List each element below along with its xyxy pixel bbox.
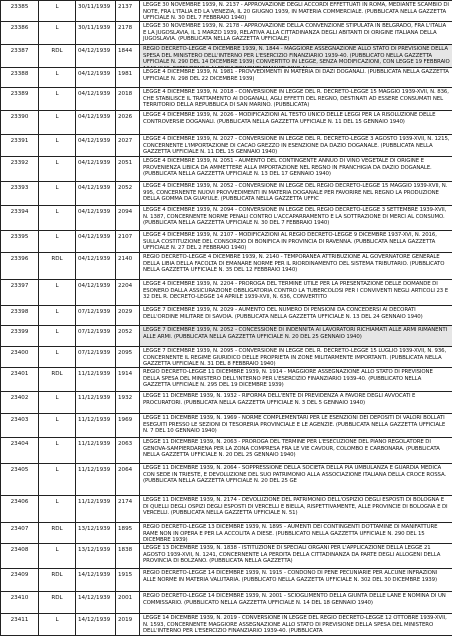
act-date: 04/12/1939 [76,253,116,279]
act-description: REGIO DECRETO-LEGGE 4 DICEMBRE 1939, N. 2140 - TEMPORANEA ATTRIBUZIONE AL GOVERNATORE GENERALE DELLA LIBIA DELLA FACOLTA DI EMANARE NORME PER IL RIORDINAMENTO DEL SISTEMA TRIBUTARIO. (PUBBLICATO NELLA GAZZETTA UFFICIALE N. 35 DEL 12 FEBBRAIO 1940) [140,253,452,279]
act-code: 2018 [116,88,140,110]
act-date: 04/12/1939 [76,182,116,205]
act-description: LEGGE 4 DICEMBRE 1939, N. 2018 - CONVERSIONE IN LEGGE DEL R. DECRETO-LEGGE 15 MAGGIO 1939-XVII, N. 836, CHE STABILISCE IL TRATTAMENTO AI DOGANALI, AGLI EFFETTI DEL REGNO, DESTINATI AD ESSERE CONSUMATI NEL TERRITORIO DELLA REPUBBLICA DI SAN MARINO. (PUBBLICATA) [140,88,452,110]
record-number: 23401 [1,368,39,391]
act-type: L [39,392,76,413]
act-type: L [39,544,76,568]
act-code: 2051 [116,157,140,181]
table-row [1,496,452,523]
table-row [1,68,452,88]
act-date: 11/12/1939 [76,414,116,437]
act-description: LEGGE 4 DICEMBRE 1939, N. 2107 - MODIFICAZIONI AL REGIO DECRETO-LEGGE 9 DICEMBRE 1937-XVI, N. 2016, SULLA COSTITUZIONE DEL CONSORZIO DI BONIFICA IN PROVINCIA DI RAVENNA. (PUBBLICATA NELLA GAZZETTA UFFICIALE N. 27 DEL 2 FEBBRAIO 1940) [140,231,452,252]
act-type: L [39,111,76,134]
record-number: 23390 [1,111,39,134]
record-number: 23400 [1,347,39,367]
act-description: LEGGE 11 DICEMBRE 1939, N. 2174 - DEVOLUZIONE DEL PATRIMONIO DELL'OSPIZIO DEGLI ESPOSTI DI BOLOGNA E DI QUELLI DEGLI OSPIZI DEGLI ESPOSTI DI VERCELLI E BIELLA, RISPETTIVAMENTE, ALLE PROVINCIE DI BOLOGNA E DI VERCELLI. (PUBBLICATA NELLA GAZZETTA UFFICIALE N. 51) [140,496,452,522]
act-description: LEGGE 7 DICEMBRE 1939, N. 2052 - CONCESSIONE DI INDENNITA AI LAVORATORI RICHIAMATI ALLE ARMI RIMANENTI ALLE ARMI. (PUBBLICATA NELLA GAZZETTA UFFICIALE N. 20 DEL 25 GENNAIO 1940) [140,326,452,346]
table-row [1,414,452,438]
table-row [1,306,452,326]
act-description: LEGGE 30 NOVEMBRE 1939, N. 2137 - APPROVAZIONE DEGLI ACCORDI EFFETTUATI IN ROMA, MEDIANTE SCAMBIO DI NOTE, FRA L'ITALIA ED LA VENEZIA, IL 20 GIUGNO 1939, IN MATERIA COMMERCIALE. (PUBBLICATA NELLA GAZZETTA UFFICIALE N. 30 DEL 7 FEBBRAIO 1940) [140,1,452,21]
table-row [1,523,452,544]
record-number: 23389 [1,88,39,110]
table-row [1,438,452,464]
act-date: 04/12/1939 [76,135,116,156]
act-description: LEGGE 11 DICEMBRE 1939, N. 1932 - RIFORMA DELL'ENTE DI PREVIDENZA A FAVORE DEGLI AVVOCATI E PROCURATORI. (PUBBLICATA NELLA GAZZETTA UFFICIALE N. 3 DEL 5 GENNAIO 1940) [140,392,452,413]
act-type: L [39,347,76,367]
act-date: 11/12/1939 [76,438,116,463]
record-number: 23405 [1,464,39,495]
act-code: 2064 [116,464,140,495]
act-type: L [39,157,76,181]
act-type: RDL [39,368,76,391]
act-description: LEGGE 14 DICEMBRE 1939, N. 2019 - CONVERSIONE IN LEGGE DEL REGIO DECRETO-LEGGE 12 OTTOBRE 1939-XVII, N. 1593, CONCERNENTE MAGGIORE ASSEGNAZIONE ALLO STATO DI PREVISIONE DELLA SPESA DEL MINISTERO DELL'INTERNO PER L'ESERCIZIO FINANZIARIO 1939-40. (PUBBLICATA [140,614,452,635]
act-description: REGIO DECRETO-LEGGE 14 DICEMBRE 1939, N. 1915 - CONDONO DI PENE PECUNIARIE PER ALCUNE INFRAZIONI ALLE NORME IN MATERIA VALUTARIA. (PUBBLICATO NELLA GAZZETTA UFFICIALE N. 302 DEL 30 DICEMBRE 1939) [140,569,452,591]
table-row [1,347,452,368]
act-code: 1932 [116,392,140,413]
act-code: 2052 [116,326,140,346]
table-row [1,326,452,347]
record-number: 23410 [1,592,39,613]
record-number: 23411 [1,614,39,635]
record-number: 23402 [1,392,39,413]
record-number: 23386 [1,22,39,44]
act-description: LEGGE 4 DICEMBRE 1939, N. 2026 - MODIFICAZIONI AL TESTO UNICO DELLE LEGGI PER LA RISOLUZIONE DELLE CONTROVERSIE DOGANALI. (PUBBLICATA NELLA GAZZETTA UFFICIALE N. 11 DEL 15 GENNAIO 1940) [140,111,452,134]
act-code: 2052 [116,182,140,205]
act-code: 2178 [116,22,140,44]
act-code: 1844 [116,45,140,67]
act-type: L [39,1,76,21]
act-type: RDL [39,592,76,613]
record-number: 23397 [1,280,39,305]
table-row [1,280,452,306]
act-date: 07/12/1939 [76,306,116,325]
act-type: L [39,22,76,44]
table-row [1,182,452,206]
table-row [1,206,452,231]
record-number: 23403 [1,414,39,437]
act-date: 04/12/1939 [76,111,116,134]
act-code: 2204 [116,280,140,305]
table-row [1,592,452,614]
act-code: 2019 [116,614,140,635]
table-row [1,368,452,392]
record-number: 23388 [1,68,39,87]
act-type: L [39,496,76,522]
record-number: 23398 [1,306,39,325]
record-number: 23407 [1,523,39,543]
act-type: L [39,231,76,252]
act-date: 11/12/1939 [76,464,116,495]
record-number: 23406 [1,496,39,522]
act-code: 2095 [116,347,140,367]
table-row [1,111,452,135]
act-date: 13/12/1939 [76,544,116,568]
table-row [1,544,452,569]
act-date: 14/12/1939 [76,592,116,613]
table-row [1,22,452,45]
record-number: 23393 [1,182,39,205]
record-number: 23391 [1,135,39,156]
record-number: 23394 [1,206,39,230]
act-type: L [39,135,76,156]
act-date: 30/11/1939 [76,1,116,21]
record-number: 23395 [1,231,39,252]
act-type: L [39,414,76,437]
act-type: RDL [39,523,76,543]
table-row [1,0,452,22]
table-row [1,135,452,157]
act-date: 07/12/1939 [76,347,116,367]
act-description: REGIO DECRETO-LEGGE 13 DICEMBRE 1939, N. 1895 - AUMENTI DEI CONTINGENTI DOTTAMINE DI MANIFATTURE RAME NON IN OPERA E PER LA ACCOLITA A DIESE. (PUBBLICATO NELLA GAZZETTA UFFICIALE N. 290 DEL 15 DICEMBRE 1939) [140,523,452,543]
act-code: 2029 [116,306,140,325]
act-type: L [39,182,76,205]
act-code: 2140 [116,253,140,279]
act-description: LEGGE 11 DICEMBRE 1939, N. 2063 - PROROGA DEL TERMINE PER L'ESECUZIONE DEL PIANO REGOLATORE DI GENOVA-SAMPIERDARENA PER LA ZONA COMPRESA FRA LE VIE CAVOUR, COLOMBO E CARBONARA. (PUBBLICATA NELLA GAZZETTA UFFICIALE N. 20 DEL 25 GENNAIO 1940) [140,438,452,463]
act-description: LEGGE 30 NOVEMBRE 1939, N. 2178 - APPROVAZIONE DELLA CONVENZIONE STIPULATA IN BELGRADO, FRA L'ITALIA E LA JUGOSLAVIA, IL 1 MARZO 1939, RELATIVA ALLA CITTADINANZA DEGLI ABITANTI DI ORIGINE ITALIANA DELLA JUGOSLAVIA. (PUBBLICATA NELLA GAZZETTA UFFICIALE) [140,22,452,44]
act-description: LEGGE 4 DICEMBRE 1939, N. 2027 - CONVERSIONE IN LEGGE DEL R. DECRETO-LEGGE 3 AGOSTO 1939-XVII, N. 1215, CONCERNENTE L'IMPORTAZIONE DI CACAO GREZZO IN ESENZIONE DA DAZIO DOGANALE. (PUBBLICATA NELLA GAZZETTA UFFICIALE N. 11 DEL 15 GENNAIO 1940) [140,135,452,156]
act-type: L [39,88,76,110]
table-row [1,614,452,636]
act-type: L [39,464,76,495]
act-code: 1895 [116,523,140,543]
act-date: 13/12/1939 [76,523,116,543]
act-date: 04/12/1939 [76,231,116,252]
act-date: 04/12/1939 [76,88,116,110]
act-code: 1914 [116,368,140,391]
act-type: L [39,280,76,305]
act-description: LEGGE 4 DICEMBRE 1939, N. 2052 - CONVERSIONE IN LEGGE DEL REGIO DECRETO-LEGGE 15 MAGGIO 1939-XVII, N. 995, CONCERNENTE NUOVI PROVVEDIMENTI IN MATERIA DOGANALE PER FAVORIRE NEL REGNO LA PRODUZIONE DELLA GOMMA DA GUAYULE. (PUBBLICATA NELLA GAZZETTA UFFIC [140,182,452,205]
act-type: RDL [39,253,76,279]
record-number: 23387 [1,45,39,67]
act-description: REGIO DECRETO-LEGGE 14 DICEMBRE 1939, N. 2001 - SCIOGLIMENTO DELLA GIUNTA DELLE LANE E NOMINA DI UN COMMISSARIO. (PUBBLICATO NELLA GAZZETTA UFFICIALE N. 14 DEL 18 GENNAIO 1940) [140,592,452,613]
act-type: L [39,438,76,463]
act-code: 2027 [116,135,140,156]
act-description: LEGGE 7 DICEMBRE 1939, N. 2095 - CONVERSIONE IN LEGGE DEL R. DECRETO-LEGGE 15 LUGLIO 1939-XVII, N. 936, CONCERNENTE IL REGIME GIURIDICO DELLE PROPRIETA IN ZONE MILITARMENTE IMPORTANTI. (PUBBLICATA NELLA GAZZETTA UFFICIALE N. 31 DEL 8 FEBBRAIO 1940) [140,347,452,367]
act-date: 30/11/1939 [76,22,116,44]
act-code: 1838 [116,544,140,568]
act-code: 2026 [116,111,140,134]
act-date: 04/12/1939 [76,157,116,181]
act-description: LEGGE 11 DICEMBRE 1939, N. 1969 - NORME COMPLEMENTARI PER LE ESENZIONI DEI DEPOSITI DI VALORI BOLLATI ESEGUITI PRESSO LE SEZIONI DI TESORERIA PROVINCIALE E LE AGENZIE. (PUBBLICATA NELLA GAZZETTA UFFICIALE N. 7 DEL 10 GENNAIO 1940) [140,414,452,437]
record-number: 23409 [1,569,39,591]
act-code: 2063 [116,438,140,463]
act-code: 2174 [116,496,140,522]
act-description: LEGGE 4 DICEMBRE 1939, N. 2204 - PROROGA DEL TERMINE UTILE PER LA PRESENTAZIONE DELLE DOMANDE DI ESONERO DALLA ASSICURAZIONE OBBLIGATORIA CONTRO LA TUBERCOLOSI PER I CONVIVENTI NEGLI ARTICOLI 23 E 32 DEL R. DECRETO-LEGGE 14 APRILE 1939-XVII, N. 636, CONVERTITO [140,280,452,305]
table-row [1,569,452,592]
act-code: 1915 [116,569,140,591]
table-row [1,88,452,111]
record-number: 23396 [1,253,39,279]
act-description: LEGGE 4 DICEMBRE 1939, N. 2051 - AUMENTO DEL CONTINGENTE ANNUO DI VINO VEGETALE DI ORIGINE E PROVENIENZA LIBICA DA AMMETTERE ALLA IMPORTAZIONE NEL REGNO IN FRANCHIGIA DA DAZIO DOGANALE. (PUBBLICATA NELLA GAZZETTA UFFICIALE N. 13 DEL 17 GENNAIO 1940) [140,157,452,181]
table-row [1,392,452,414]
act-code: 2094 [116,206,140,230]
act-code: 1981 [116,68,140,87]
act-code: 2107 [116,231,140,252]
record-number: 23404 [1,438,39,463]
record-number: 23392 [1,157,39,181]
act-description: REGIO DECRETO-LEGGE 4 DICEMBRE 1939, N. 1844 - MAGGIORE ASSEGNAZIONE ALLO STATO DI PREVISIONE DELLA SPESA DEL MINISTERO DELL'INTERNO PER L'ESERCIZIO FINANZIARIO 1939-40. (PUBBLICATO NELLA GAZZETTA UFFICIALE N. 290 DEL 14 DICEMBRE 1939) CONVERTITO IN LEGGE, SENZA MODIFICAZIONI, CON LEGGE 19 FEBBRAIO [140,45,452,67]
record-number: 23385 [1,1,39,21]
act-description: LEGGE 13 DICEMBRE 1939, N. 1838 - ISTITUZIONE DI SPECIALI ORGANI PER L'APPLICAZIONE DELLA LEGGE 21 AGOSTO 1939-XVII, N. 1241, CONCERNENTE LA PERDITA DELLA CITTADINANZA DA PARTE DEGLI ALLOGENI DELLA PROVINCIA DI BOLZANO. (PUBBLICATA NELLA GAZZETTA) [140,544,452,568]
act-date: 11/12/1939 [76,368,116,391]
act-code: 2137 [116,1,140,21]
record-number: 23408 [1,544,39,568]
act-type: RDL [39,45,76,67]
act-date: 11/12/1939 [76,496,116,522]
act-date: 04/12/1939 [76,45,116,67]
act-date: 04/12/1939 [76,280,116,305]
act-date: 04/12/1939 [76,68,116,87]
table-row [1,45,452,68]
act-description: LEGGE 7 DICEMBRE 1939, N. 2029 - AUMENTO DEL NUMERO DI PENSIONI DA CONCEDERSI AI DECORATI DELL'ORDINE MILITARE DI SAVOIA. (PUBBLICATA NELLA GAZZETTA UFFICIALE N. 13 DEL 24 GENNAIO 1940) [140,306,452,325]
act-date: 11/12/1939 [76,392,116,413]
act-code: 2001 [116,592,140,613]
act-description: LEGGE 11 DICEMBRE 1939, N. 2064 - SOPPRESSIONE DELLA SOCIETA DELLA PIA UMBULANZA E GUARDIA MEDICA CON SEDE IN TRIESTE, E DEVOLUZIONE DEL SUO PATRIMONIO ALLA ASSOCIAZIONE ITALIANA DELLA CROCE ROSSA. (PUBBLICATA NELLA GAZZETTA UFFICIALE N. 20 DEL 25 GE [140,464,452,495]
act-description: REGIO DECRETO-LEGGE 11 DICEMBRE 1939, N. 1914 - MAGGIORE ASSEGNAZIONE ALLO STATO DI PREVISIONE DELLA SPESA DEL MINISTERO DELL'INTERNO PER L'ESERCIZIO FINANZIARIO 1939-40. (PUBBLICATO NELLA GAZZETTA UFFICIALE N. 295 DEL 19 DICEMBRE 1939) [140,368,452,391]
act-type: L [39,306,76,325]
table-row [1,231,452,253]
table-row [1,464,452,496]
act-code: 1969 [116,414,140,437]
act-type: RDL [39,569,76,591]
table-row [1,157,452,182]
act-description: LEGGE 4 DICEMBRE 1939, N. 1981 - PROVVEDIMENTI IN MATERIA DI DAZI DOGANALI. (PUBBLICATA NELLA GAZZETTA UFFICIALE N. 298 DEL 22 DICEMBRE 1939) [140,68,452,87]
act-type: L [39,326,76,346]
record-number: 23399 [1,326,39,346]
act-date: 04/12/1939 [76,206,116,230]
act-description: LEGGE 4 DICEMBRE 1939, N. 2094 - CONVERSIONE IN LEGGE DEL REGIO DECRETO-LEGGE 3 SETTEMBRE 1939-XVII, N. 1387, CONCERNENTE NORME PENALI CONTRO L'ACCAPARRAMENTO E LA SOTTRAZIONE DI MERCI AL CONSUMO. (PUBBLICATA NELLA GAZZETTA UFFICIALE N. 30 DEL 7 FEBBRAIO 1940) [140,206,452,230]
act-type: L [39,206,76,230]
act-type: L [39,68,76,87]
act-date: 14/12/1939 [76,614,116,635]
table-row [1,253,452,280]
act-date: 14/12/1939 [76,569,116,591]
act-type: L [39,614,76,635]
act-date: 07/12/1939 [76,326,116,346]
